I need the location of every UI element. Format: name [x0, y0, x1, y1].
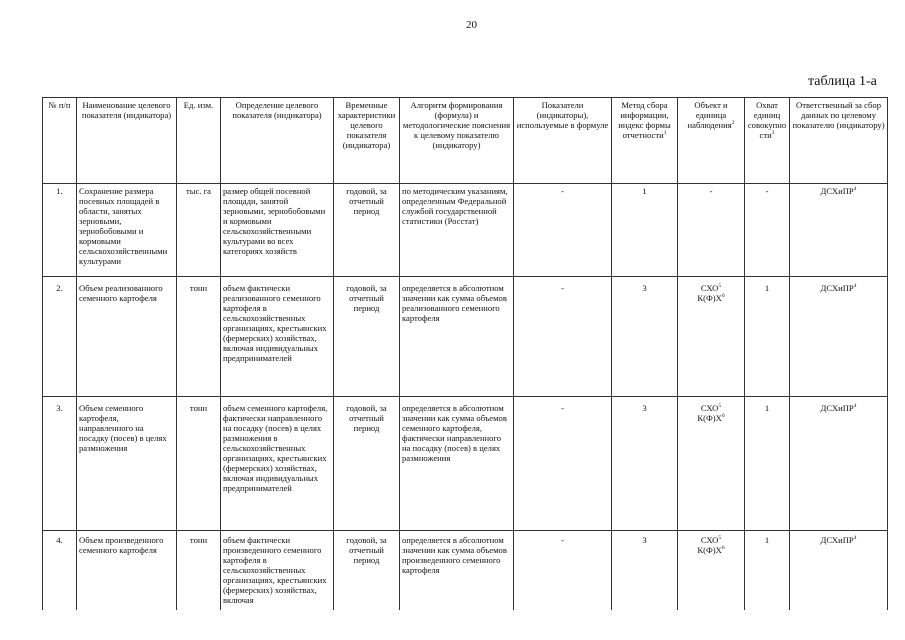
row-object	[678, 531, 745, 611]
row-object-b: К(Ф)Х	[697, 545, 722, 555]
header-method-footnote: 1	[663, 130, 667, 137]
row-name: Объем реализованного семенного картофеля	[77, 277, 177, 397]
row-algorithm: определяется в абсолютном значении как сумма объемов реализованного семенного картофеля	[400, 277, 514, 397]
row-responsible-footnote: 4	[853, 403, 857, 410]
row-definition: размер общей посевной площади, занятой зерновыми, зернобобовыми и кормовыми сельскохозяйственными культурами во всех категориях хозяйств	[221, 184, 334, 277]
row-responsible	[790, 397, 888, 531]
row-name: Объем семенного картофеля, направленного на посадку (посев) в целях размножения	[77, 397, 177, 531]
row-definition: объем фактически произведенного семенного картофеля в сельскохозяйственных организациях, крестьянских (фермерских) хозяйствах, включая	[221, 531, 334, 611]
row-object-a: СХО	[700, 535, 719, 545]
header-indicators: Показатели (индикаторы), используемые в формуле	[514, 98, 612, 184]
row-object-line-1	[680, 403, 742, 413]
table-row	[43, 531, 888, 611]
table-row	[43, 397, 888, 531]
table-row	[43, 184, 888, 277]
row-algorithm: по методическим указаниям, определенным Федеральной службой государственной статистики (Росстат)	[400, 184, 514, 277]
row-responsible-label: ДСХиПР	[820, 186, 854, 196]
header-name: Наименование целевого показателя (индикатора)	[77, 98, 177, 184]
row-unit: тыс. га	[177, 184, 221, 277]
row-responsible-footnote: 4	[853, 186, 857, 193]
header-object-label: Объект и единица наблюдения	[687, 100, 732, 130]
row-coverage: 1	[745, 397, 790, 531]
row-algorithm: определяется в абсолютном значении как сумма объемов семенного картофеля, фактически направленного на посадку (посев) в целях размножения	[400, 397, 514, 531]
row-unit: тонн	[177, 397, 221, 531]
header-coverage-label: Охват единиц совокупности	[747, 100, 787, 140]
page-number: 20	[466, 19, 477, 31]
row-num: 1.	[43, 184, 77, 277]
header-time: Временные характеристики целевого показателя (индикатора)	[334, 98, 400, 184]
header-num: № п/п	[43, 98, 77, 184]
row-time: годовой, за отчетный период	[334, 184, 400, 277]
row-object-line-2	[680, 293, 742, 303]
row-time: годовой, за отчетный период	[334, 397, 400, 531]
header-coverage	[745, 98, 790, 184]
row-num: 3.	[43, 397, 77, 531]
row-num: 4.	[43, 531, 77, 611]
row-responsible	[790, 184, 888, 277]
row-name: Объем произведенного семенного картофеля	[77, 531, 177, 611]
row-method: 3	[612, 397, 678, 531]
row-indicators: -	[514, 184, 612, 277]
row-object-a-footnote: 5	[718, 403, 722, 410]
row-object	[678, 184, 745, 277]
row-time: годовой, за отчетный период	[334, 531, 400, 611]
row-object-a: -	[709, 186, 713, 196]
row-object-line-1	[680, 283, 742, 293]
row-unit: тонн	[177, 531, 221, 611]
row-num: 2.	[43, 277, 77, 397]
row-coverage: 1	[745, 531, 790, 611]
row-definition: объем фактически реализованного семенного картофеля в сельскохозяйственных организациях, крестьянских (фермерских) хозяйствах, включая индивидуальных предпринимателей	[221, 277, 334, 397]
row-coverage: -	[745, 184, 790, 277]
row-indicators: -	[514, 397, 612, 531]
header-definition: Определение целевого показателя (индикатора)	[221, 98, 334, 184]
row-method: 1	[612, 184, 678, 277]
row-object-line-1	[680, 186, 742, 196]
table-caption: таблица 1-а	[808, 74, 877, 89]
row-object-b: К(Ф)Х	[697, 293, 722, 303]
row-object-b-footnote: 6	[721, 545, 725, 552]
row-algorithm: определяется в абсолютном значении как сумма объемов произведенного семенного картофеля	[400, 531, 514, 611]
header-algorithm: Алгоритм формирования (формула) и методологические пояснения к целевому показателю (индикатору)	[400, 98, 514, 184]
table-header-row	[43, 98, 888, 184]
row-method: 3	[612, 277, 678, 397]
row-object-a-footnote: 5	[718, 535, 722, 542]
header-coverage-footnote: 3	[771, 130, 775, 137]
header-object	[678, 98, 745, 184]
row-object	[678, 277, 745, 397]
header-unit: Ед. изм.	[177, 98, 221, 184]
row-object-a-footnote: 5	[718, 283, 722, 290]
row-responsible	[790, 277, 888, 397]
row-indicators: -	[514, 277, 612, 397]
row-object-b-footnote: 6	[721, 413, 725, 420]
row-coverage: 1	[745, 277, 790, 397]
row-responsible-footnote: 4	[853, 535, 857, 542]
row-object-b-footnote: 6	[721, 293, 725, 300]
row-responsible-label: ДСХиПР	[820, 283, 854, 293]
row-responsible-footnote: 4	[853, 283, 857, 290]
row-object-a: СХО	[700, 283, 719, 293]
indicators-table	[42, 97, 888, 610]
row-object-line-2	[680, 545, 742, 555]
header-method	[612, 98, 678, 184]
row-responsible-label: ДСХиПР	[820, 535, 854, 545]
row-indicators: -	[514, 531, 612, 611]
row-responsible	[790, 531, 888, 611]
header-method-label: Метод сбора информации, индекс формы отчетности	[618, 100, 671, 140]
header-responsible: Ответственный за сбор данных по целевому показателю (индикатору)	[790, 98, 888, 184]
row-object-line-1	[680, 535, 742, 545]
row-definition: объем семенного картофеля, фактически направленного на посадку (посев) в целях размножения в сельскохозяйственных организациях, крестьянских (фермерских) хозяйствах, включая индивидуальных предпринимателей	[221, 397, 334, 531]
row-responsible-label: ДСХиПР	[820, 403, 854, 413]
header-object-footnote: 2	[731, 120, 735, 127]
row-object-b: К(Ф)Х	[697, 413, 722, 423]
row-time: годовой, за отчетный период	[334, 277, 400, 397]
table-row	[43, 277, 888, 397]
row-name: Сохранение размера посевных площадей в области, занятых зерновыми, зернобобовыми и кормовыми сельскохозяйственными культурами	[77, 184, 177, 277]
row-object	[678, 397, 745, 531]
row-object-line-2	[680, 413, 742, 423]
row-unit: тонн	[177, 277, 221, 397]
row-method: 3	[612, 531, 678, 611]
row-object-a: СХО	[700, 403, 719, 413]
